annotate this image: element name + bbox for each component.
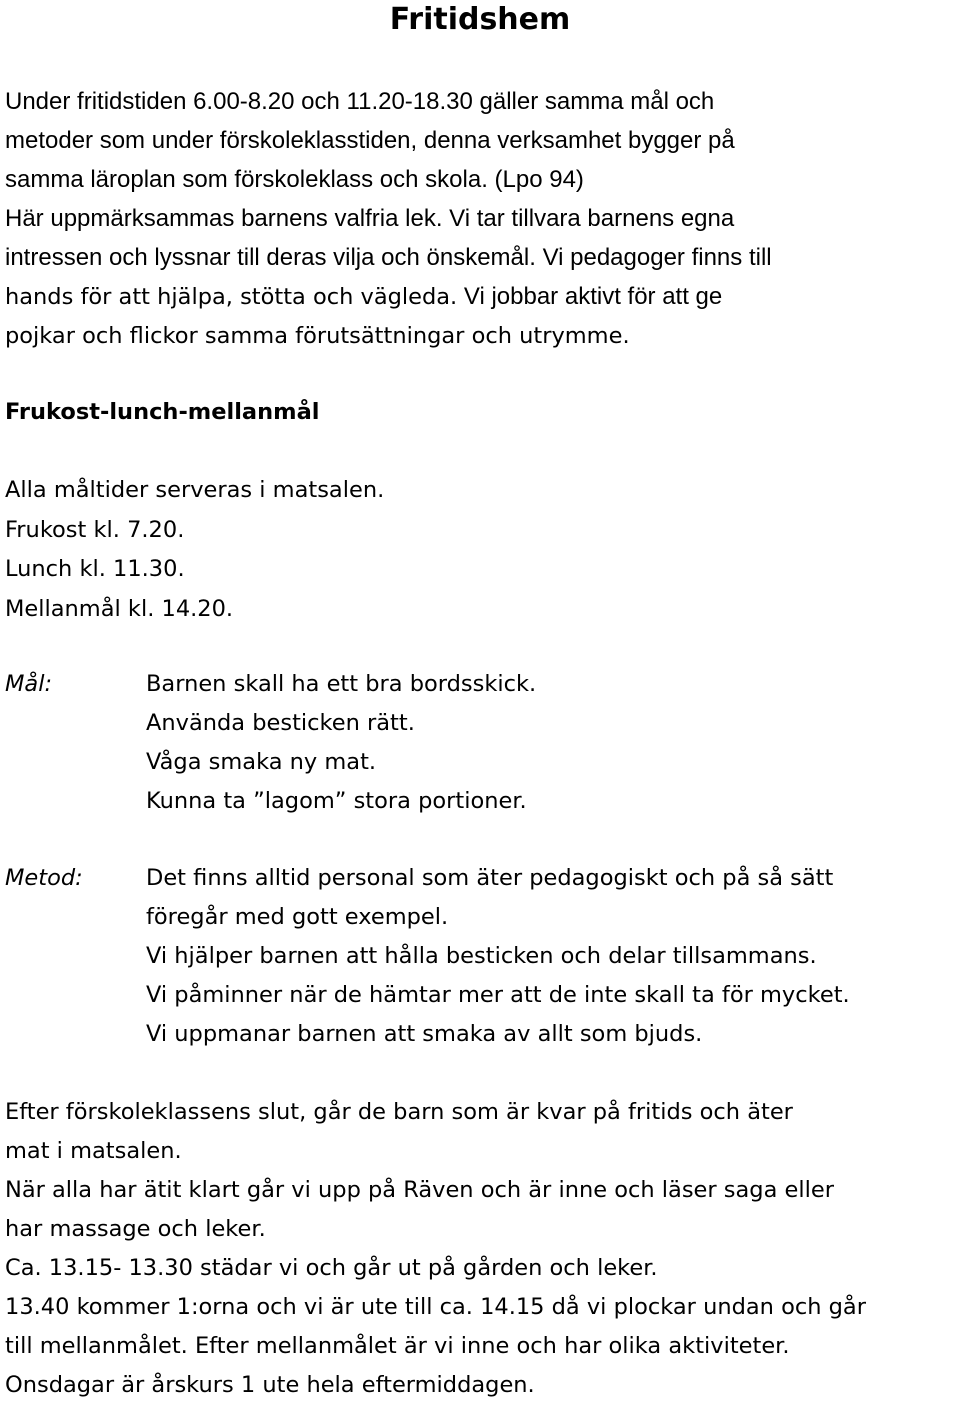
page-title: Fritidshem [389, 2, 571, 37]
goals-item: Barnen skall ha ett bra bordsskick. [146, 671, 537, 697]
intro-line: pojkar och flickor samma förutsättningar och utrymme. [5, 323, 630, 349]
method-item: föregår med gott exempel. [146, 904, 449, 930]
meals-schedule [5, 471, 955, 629]
meals-line: Alla måltider serveras i matsalen. [5, 477, 385, 503]
goals-item: Använda besticken rätt. [146, 710, 415, 736]
closing-line: När alla har ätit klart går vi upp på Räven och är inne och läser saga eller [5, 1177, 834, 1203]
intro-line-part: Vi jobbar aktivt för att ge [457, 283, 723, 310]
intro-line: metoder som under förskoleklasstiden, denna verksamhet bygger på [5, 127, 735, 154]
method-item: Vi uppmanar barnen att smaka av allt som bjuds. [146, 1021, 703, 1047]
method-item: Vi hjälper barnen att hålla besticken och delar tillsammans. [146, 943, 817, 969]
intro-line: samma läroplan som förskoleklass och skola. (Lpo 94) [5, 166, 584, 193]
method-item: Det finns alltid personal som äter pedagogiskt och på så sätt [146, 865, 834, 891]
meals-line: Frukost kl. 7.20. [5, 516, 185, 543]
intro-line: Under fritidstiden 6.00-8.20 och 11.20-18.30 gäller samma mål och [5, 88, 715, 115]
intro-line: Här uppmärksammas barnens valfria lek. Vi tar tillvara barnens egna [5, 205, 735, 232]
goals-label: Mål: [5, 671, 53, 697]
intro-line: intressen och lyssnar till deras vilja och önskemål. Vi pedagoger finns till [5, 244, 772, 271]
meals-line: Mellanmål kl. 14.20. [5, 595, 234, 622]
goals-list [146, 665, 536, 821]
closing-line: Onsdagar är årskurs 1 ute hela eftermiddagen. [5, 1372, 535, 1398]
intro-line [5, 277, 955, 317]
closing-line: till mellanmålet. Efter mellanmålet är vi inne och har olika aktiviteter. [5, 1333, 790, 1359]
method-label: Metod: [5, 865, 83, 891]
meals-line: Lunch kl. 11.30. [5, 556, 185, 582]
intro-line-part: hands för att hjälpa, stötta och vägleda. [5, 284, 458, 310]
closing-line: 13.40 kommer 1:orna och vi är ute till ca. 14.15 då vi plockar undan och går [5, 1294, 866, 1320]
closing-line: Efter förskoleklassens slut, går de barn som är kvar på fritids och äter [5, 1099, 793, 1125]
closing-line: mat i matsalen. [5, 1138, 182, 1164]
meals-heading: Frukost-lunch-mellanmål [5, 399, 320, 425]
method-item: Vi påminner när de hämtar mer att de inte skall ta för mycket. [146, 982, 850, 1008]
intro-paragraph [5, 82, 955, 356]
goals-item: Kunna ta ”lagom” stora portioner. [146, 788, 527, 814]
closing-line: har massage och leker. [5, 1216, 266, 1242]
goals-item: Våga smaka ny mat. [146, 749, 377, 775]
method-list [146, 859, 850, 1054]
closing-paragraph [5, 1093, 955, 1405]
closing-line: Ca. 13.15- 13.30 städar vi och går ut på gården och leker. [5, 1255, 658, 1281]
